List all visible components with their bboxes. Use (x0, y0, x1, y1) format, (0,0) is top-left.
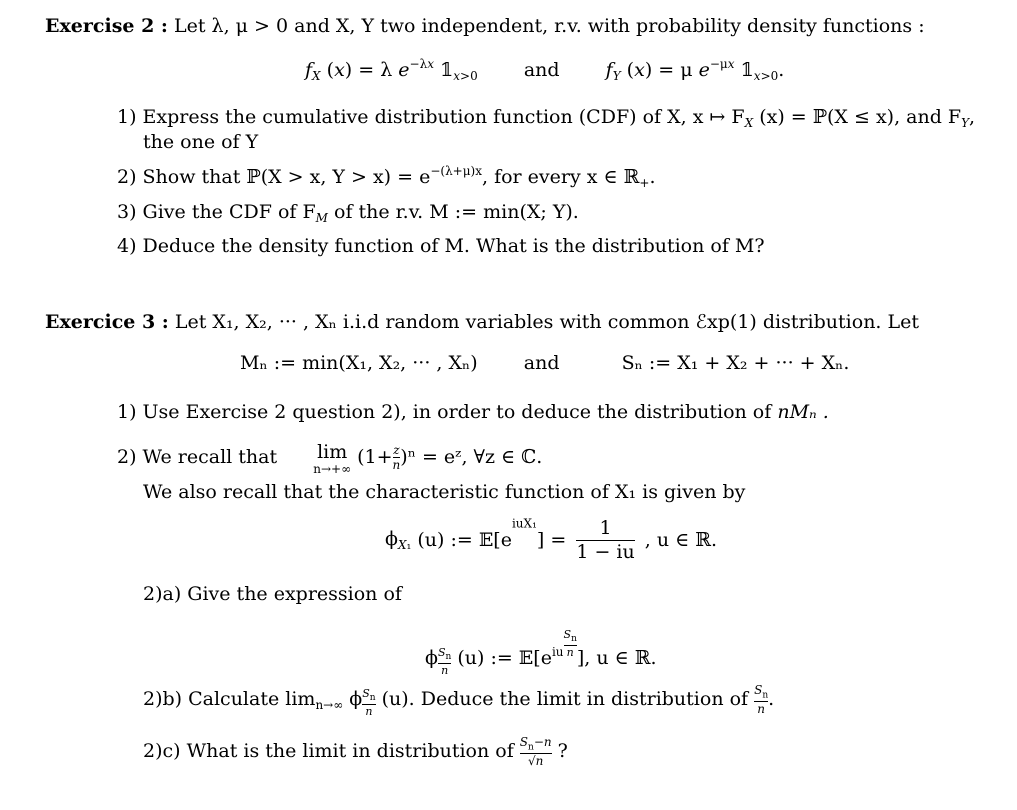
ex2-q1: 1) Express the cumulative distribution function (CDF) of X, x ↦ $F_X$ (x) = ℙ(X ≤ x), and $F_Y$, (117, 106, 976, 130)
fx-formula: (x) = λ $e^{-\lambda x}$ $𝟙_{x>0}$ (326, 57, 478, 83)
ex3-q1-var: nMₙ . (777, 401, 829, 423)
ex2-q1-line2: the one of Y (143, 131, 259, 153)
ex3-q2b: 2)b) Calculate $\lim_{n\to\infty} \phi$ $\frac{S_n}{n}$ (u). Deduce the limit in distribution of $\frac{S_n}{n}$ . (143, 683, 775, 718)
ex2-q1-text-c: , (969, 106, 976, 128)
q2b-sub: n→∞ (315, 697, 344, 712)
ex2-and: and (523, 59, 560, 81)
phi-den: 1 − iu (576, 540, 635, 563)
ex2-q2-text: 2) Show that ℙ(X > x, Y > x) = e (117, 166, 431, 188)
q2c-text: 2)c) What is the limit in distribution of (143, 739, 514, 762)
ex3-definitions (240, 353, 849, 374)
lim-subscript: n→+∞ (313, 461, 352, 476)
ex2-q1-text-b: (x) = ℙ(X ≤ x), and F (759, 106, 962, 128)
sn-definition: Sₙ := X₁ + X₂ + ··· + Xₙ. (621, 352, 850, 374)
ex3-q2-recall: 2) We recall that lim n→+∞ (1+ $\frac{z}{n}$ )ⁿ = eᶻ, ∀z ∈ ℂ. (117, 441, 543, 476)
mn-definition: Mₙ := min(X₁, X₂, ··· , Xₙ) (240, 352, 478, 374)
phi-x1-formula: $\phi_{X_1}$ (u) := $𝔼[e^{iuX_1}]$ = $\frac{1}{1 - iu}$ , u ∈ ℝ. (385, 516, 718, 563)
ex3-intro-line (45, 312, 919, 333)
ex3-q2a: 2)a) Give the expression of (143, 583, 402, 605)
ex2-q3-text: 3) Give the CDF of F (117, 201, 316, 223)
ex3-q1-text: 1) Use Exercise 2 question 2), in order to deduce the distribution of (117, 401, 772, 423)
q2b-text-a: 2)b) Calculate lim (143, 687, 316, 710)
ex2-intro: Let λ, μ > 0 and X, Y two independent, r.v. with probability density functions : (174, 15, 925, 37)
ex2-q2-end: , for every x ∈ ℝ (482, 166, 640, 188)
recall-expr: )ⁿ = eᶻ, ∀z ∈ ℂ. (400, 445, 543, 468)
ex3-heading: Exercice 3 : (45, 311, 169, 333)
ex3-and: and (523, 352, 560, 374)
q2c-end: ? (557, 739, 568, 762)
ex2-heading: Exercise 2 : (45, 15, 168, 37)
ex3-q2-recall-text: 2) We recall that (117, 445, 278, 468)
lim-word: lim (317, 441, 348, 463)
ex2-q1-text-a: 1) Express the cumulative distribution function (CDF) of X, x ↦ F (117, 106, 745, 128)
phi-exp: iuX₁ (511, 516, 537, 531)
fx-symbol: f (305, 59, 313, 81)
fy-formula: (x) = μ $e^{-\mu x}$ $𝟙_{x>0}$. (626, 57, 785, 83)
phi-end: , u ∈ ℝ. (644, 528, 718, 551)
ex2-q2-exponent: −(λ+μ)x (430, 164, 482, 178)
limit-operator (313, 443, 351, 476)
ex3-intro: Let X₁, X₂, ··· , Xₙ i.i.d random variables with common ℰxp(1) distribution. Let (174, 311, 920, 333)
phi-num: 1 (576, 517, 634, 541)
ex3-recall2: We also recall that the characteristic function of X₁ is given by (143, 481, 746, 503)
phi-sn-end: ], u ∈ ℝ. (576, 646, 657, 669)
ex2-q2: 2) Show that ℙ(X > x, $Y > x) = e^{-(\lambda+\mu)x}$, for every x ∈ ℝ$_+$. (117, 164, 656, 190)
ex3-q2c: 2)c) What is the limit in distribution of $\frac{S_n-n}{√n}$ ? (143, 735, 568, 769)
ex2-q3: 3) Give the CDF of $F_M$ of the r.v. M := min(X; Y). (117, 201, 579, 225)
ex2-intro-line (45, 16, 925, 37)
fy-symbol: f (605, 59, 613, 81)
phi-sn-def: (u) := 𝔼[e (457, 646, 552, 669)
ex2-q4: 4) Deduce the density function of M. What is the distribution of M? (117, 235, 765, 257)
ex2-q3-end: of the r.v. M := min(X; Y). (334, 201, 579, 223)
ex2-densities: $f_X$ (x) = λ $e^{-\lambda x}$ $𝟙_{x>0}$ and $f_Y$ (x) = μ $e^{-\mu x}$ $𝟙_{x>0}$. (305, 57, 785, 83)
phi-sn-formula: ϕ $\frac{S_n}{n}$ (u) := $𝔼[e^{iu}$ $\frac{S_n}{n}$ ], u ∈ ℝ. (425, 628, 657, 677)
q2b-text-b: (u). Deduce the limit in distribution of (381, 687, 749, 710)
phi-def: (u) := 𝔼[e (417, 528, 512, 551)
ex3-q1 (117, 402, 829, 423)
